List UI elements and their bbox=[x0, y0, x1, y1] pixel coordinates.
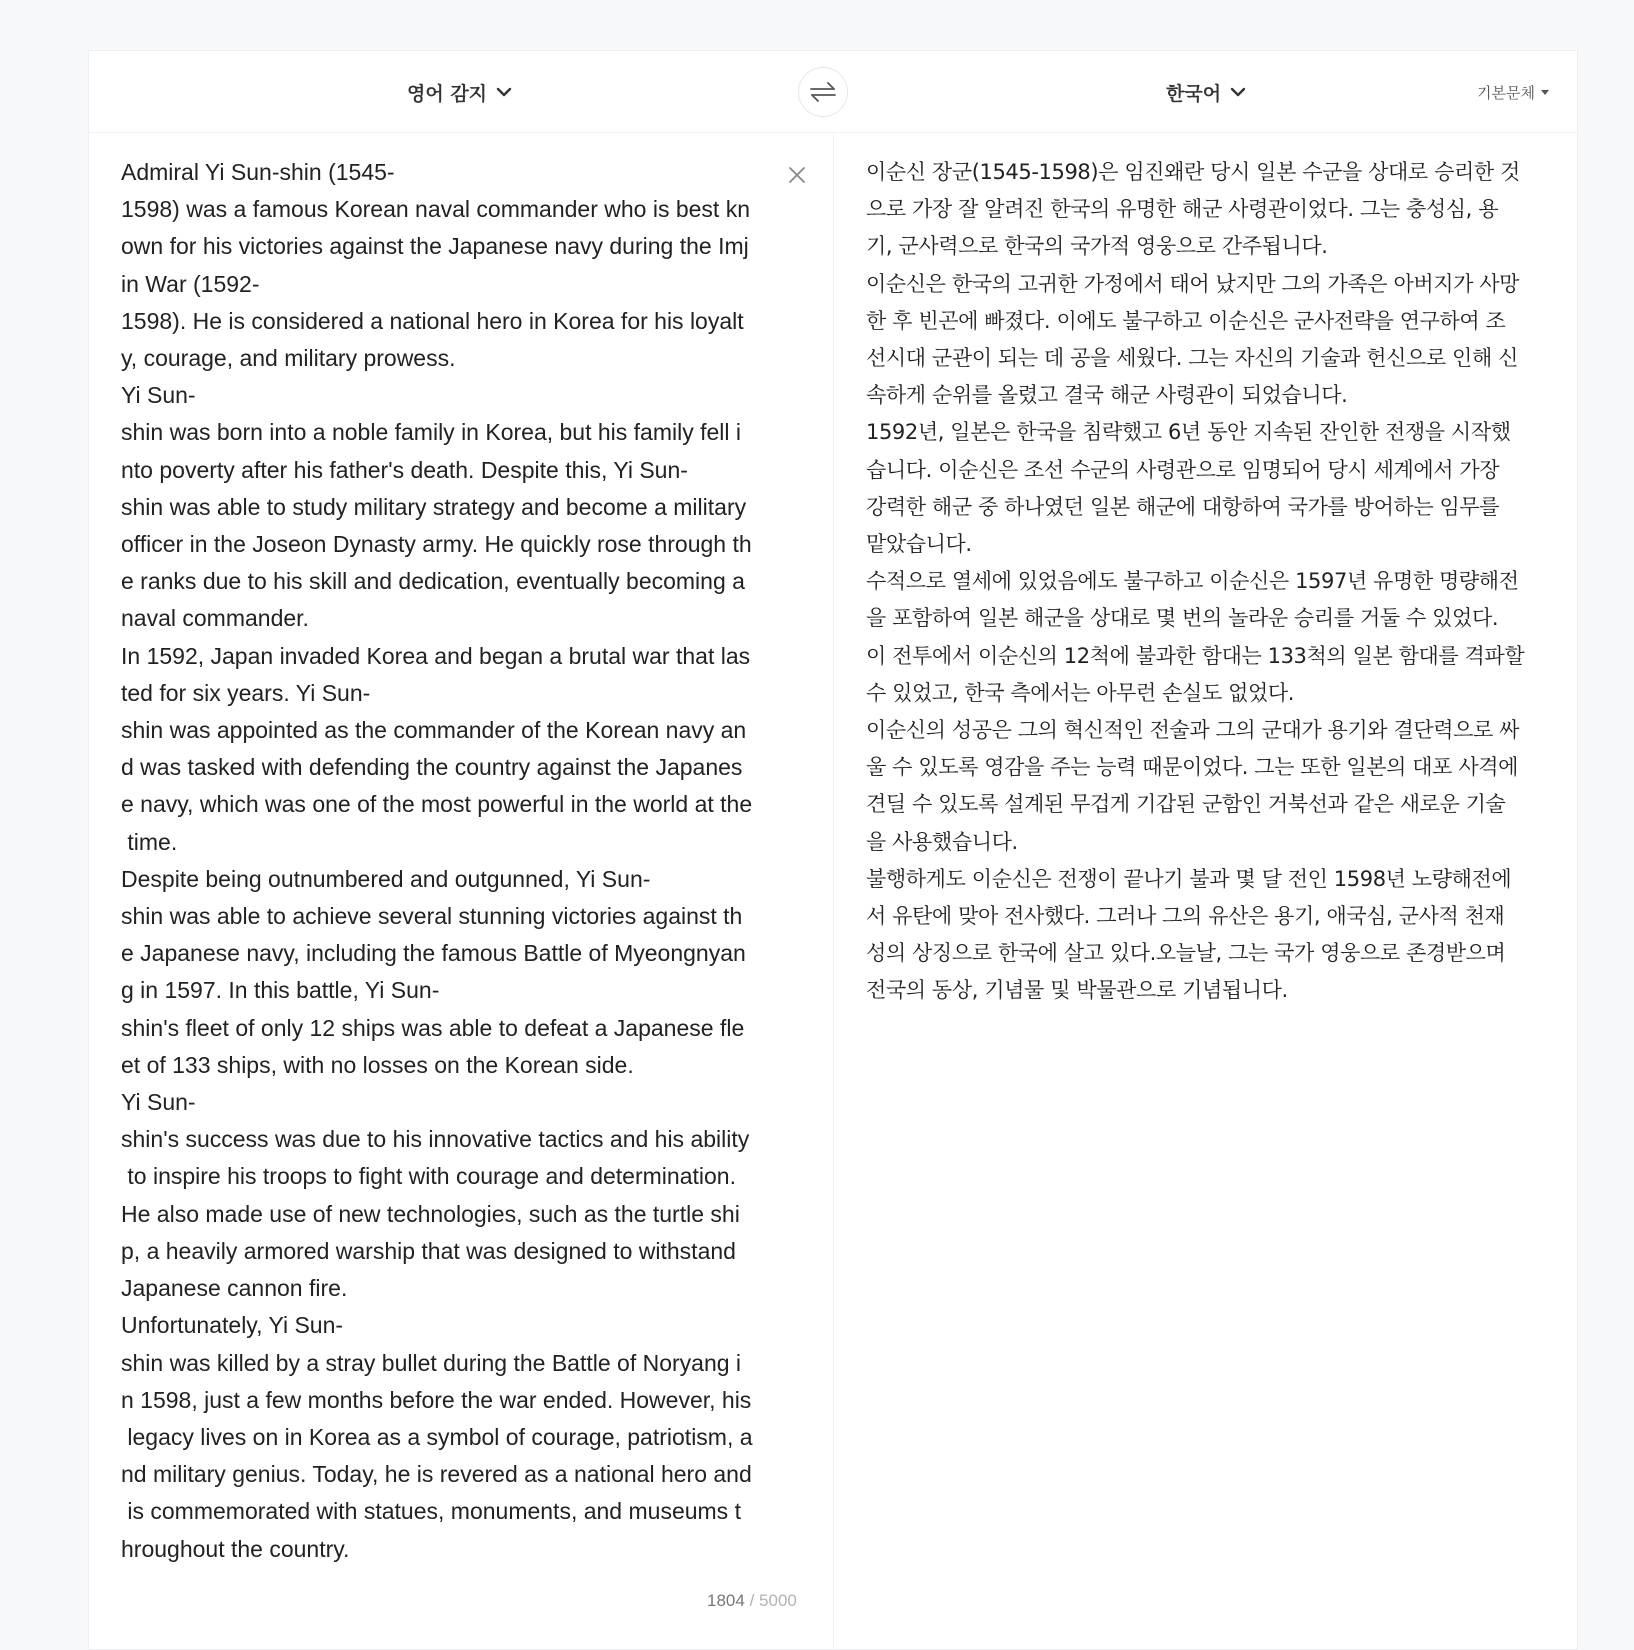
translation-text-line: 강력한 해군 중 하나였던 일본 해군에 대항하여 국가를 방어하는 임무를 bbox=[866, 494, 1500, 519]
language-bar bbox=[89, 51, 1577, 133]
character-counter bbox=[707, 1591, 797, 1611]
translation-text-line: 성의 상징으로 한국에 살고 있다.오늘날, 그는 국가 영웅으로 존경받으며 bbox=[866, 941, 1506, 966]
source-text-line: y, courage, and military prowess. bbox=[121, 345, 456, 372]
source-text-line: shin was born into a noble family in Korea, but his family fell i bbox=[121, 419, 742, 446]
translation-text-line: 맡았습니다. bbox=[866, 532, 972, 557]
source-text-line: nto poverty after his father's death. Despite this, Yi Sun- bbox=[121, 456, 688, 483]
translation-text-line: 이순신은 한국의 고귀한 가정에서 태어 났지만 그의 가족은 아버지가 사망 bbox=[866, 271, 1520, 296]
chevron-down-icon bbox=[495, 83, 513, 101]
source-text-line: Admiral Yi Sun-shin (1545- bbox=[121, 159, 395, 185]
translation-output bbox=[866, 154, 1566, 1010]
source-text-line: 1598) was a famous Korean naval commander who is best kn bbox=[121, 196, 750, 223]
char-limit: 5000 bbox=[759, 1591, 797, 1610]
font-style-label: 기본문체 bbox=[1477, 83, 1535, 102]
translation-text-line: 불행하게도 이순신은 전쟁이 끝나기 불과 몇 달 전인 1598년 노량해전에 bbox=[866, 866, 1512, 891]
source-text-line: shin was able to achieve several stunning victories against th bbox=[121, 903, 743, 930]
source-text-line: own for his victories against the Japanese navy during the Imj bbox=[121, 233, 749, 260]
translation-text-line: 이순신의 성공은 그의 혁신적인 전술과 그의 군대가 용기와 결단력으로 싸 bbox=[866, 718, 1520, 743]
target-language-select[interactable] bbox=[1166, 51, 1247, 133]
translator-card bbox=[88, 50, 1578, 1650]
source-text-line: shin was able to study military strategy and become a military bbox=[121, 493, 747, 520]
translation-text-line: 이 전투에서 이순신의 12척에 불과한 함대는 133척의 일본 함대를 격파할 bbox=[866, 643, 1525, 668]
source-text-line: legacy lives on in Korea as a symbol of courage, patriotism, a bbox=[121, 1423, 753, 1450]
translation-text-line: 수 있었고, 한국 측에서는 아무런 손실도 없었다. bbox=[866, 680, 1295, 705]
source-text-line: in War (1592- bbox=[121, 270, 260, 297]
source-text-line: Despite being outnumbered and outgunned, Yi Sun- bbox=[121, 865, 651, 892]
source-text-line: is commemorated with statues, monuments, and museums t bbox=[121, 1498, 741, 1525]
translation-text-line: 울 수 있도록 영감을 주는 능력 때문이었다. 그는 또한 일본의 대포 사격에 bbox=[866, 755, 1518, 780]
source-text-line: e Japanese navy, including the famous Battle of Myeongnyan bbox=[121, 940, 746, 967]
translation-text-line: 기, 군사력으로 한국의 국가적 영웅으로 간주됩니다. bbox=[866, 234, 1328, 259]
source-text-line: to inspire his troops to fight with courage and determination. bbox=[121, 1163, 736, 1190]
source-text-line: d was tasked with defending the country against the Japanes bbox=[121, 754, 743, 781]
source-language-label: 영어 감지 bbox=[407, 82, 488, 105]
source-text-line: Unfortunately, Yi Sun- bbox=[121, 1312, 344, 1339]
source-text-line: He also made use of new technologies, such as the turtle shi bbox=[121, 1200, 740, 1227]
source-text-line: et of 133 ships, with no losses on the Korean side. bbox=[121, 1051, 634, 1078]
translation-text-line: 견딜 수 있도록 설계된 무겁게 기갑된 군함인 거북선과 같은 새로운 기술 bbox=[866, 792, 1506, 817]
source-text-line: hroughout the country. bbox=[121, 1535, 350, 1562]
swap-arrows-icon bbox=[809, 80, 837, 104]
translation-text-line: 을 포함하여 일본 해군을 상대로 몇 번의 놀라운 승리를 거둘 수 있었다. bbox=[866, 606, 1499, 631]
source-text-line: ted for six years. Yi Sun- bbox=[121, 679, 371, 706]
translation-text-line: 을 사용했습니다. bbox=[866, 829, 1018, 854]
translation-text-line: 1592년, 일본은 한국을 침략했고 6년 동안 지속된 잔인한 전쟁을 시작했 bbox=[866, 420, 1511, 445]
source-text-line: shin's fleet of only 12 ships was able to defeat a Japanese fle bbox=[121, 1014, 745, 1041]
source-text-line: n 1598, just a few months before the war ended. However, his bbox=[121, 1386, 752, 1413]
translation-text-line: 한 후 빈곤에 빠졌다. 이에도 불구하고 이순신은 군사전략을 연구하여 조 bbox=[866, 308, 1506, 333]
source-text-line: g in 1597. In this battle, Yi Sun- bbox=[121, 977, 440, 1004]
caret-down-icon bbox=[1541, 90, 1549, 95]
source-text-line: In 1592, Japan invaded Korea and began a brutal war that las bbox=[121, 642, 751, 669]
translation-text-line: 수적으로 열세에 있었음에도 불구하고 이순신은 1597년 유명한 명량해전 bbox=[866, 569, 1519, 594]
source-text-line: shin was appointed as the commander of the Korean navy an bbox=[121, 717, 747, 744]
char-count: 1804 bbox=[707, 1591, 745, 1610]
source-text-line: e navy, which was one of the most powerful in the world at the bbox=[121, 791, 753, 818]
translation-text-line: 이순신 장군(1545-1598)은 임진왜란 당시 일본 수군을 상대로 승리한 것 bbox=[866, 160, 1520, 184]
source-text-line: nd military genius. Today, he is revered as a national hero and bbox=[121, 1461, 752, 1488]
char-count-separator: / bbox=[749, 1591, 755, 1610]
source-text-line: e ranks due to his skill and dedication, eventually becoming a bbox=[121, 568, 745, 595]
source-text-line: naval commander. bbox=[121, 605, 309, 632]
source-language-select[interactable] bbox=[407, 51, 513, 133]
target-language-label: 한국어 bbox=[1166, 82, 1222, 105]
source-text-line: p, a heavily armored warship that was designed to withstand bbox=[121, 1237, 736, 1264]
pane-divider bbox=[833, 133, 834, 1649]
source-text-line: shin was killed by a stray bullet during the Battle of Noryang i bbox=[121, 1349, 742, 1376]
source-text-line: officer in the Joseon Dynasty army. He quickly rose through th bbox=[121, 531, 752, 558]
chevron-down-icon bbox=[1229, 83, 1247, 101]
translation-text-line: 속하게 순위를 올렸고 결국 해군 사령관이 되었습니다. bbox=[866, 383, 1348, 408]
source-text-line: 1598). He is considered a national hero in Korea for his loyalt bbox=[121, 307, 744, 334]
translation-text-line: 서 유탄에 맞아 전사했다. 그러나 그의 유산은 용기, 애국심, 군사적 천재 bbox=[866, 904, 1505, 929]
source-text-line: shin's success was due to his innovative tactics and his ability bbox=[121, 1126, 750, 1153]
source-text-line: Japanese cannon fire. bbox=[121, 1275, 348, 1302]
close-icon[interactable] bbox=[785, 163, 809, 187]
translation-text-line: 선시대 군관이 되는 데 공을 세웠다. 그는 자신의 기술과 헌신으로 인해 신 bbox=[866, 346, 1518, 371]
source-text-line: Yi Sun- bbox=[121, 382, 196, 409]
translation-text-line: 전국의 동상, 기념물 및 박물관으로 기념됩니다. bbox=[866, 978, 1288, 1003]
font-style-select[interactable] bbox=[1477, 51, 1549, 133]
source-text-input[interactable] bbox=[121, 154, 783, 1568]
translation-text-line: 습니다. 이순신은 조선 수군의 사령관으로 임명되어 당시 세계에서 가장 bbox=[866, 457, 1500, 482]
source-text-line: time. bbox=[121, 828, 178, 855]
translation-text-line: 으로 가장 잘 알려진 한국의 유명한 해군 사령관이었다. 그는 충성심, 용 bbox=[866, 197, 1499, 222]
source-text-line: Yi Sun- bbox=[121, 1089, 196, 1116]
swap-languages-button[interactable] bbox=[798, 67, 848, 117]
